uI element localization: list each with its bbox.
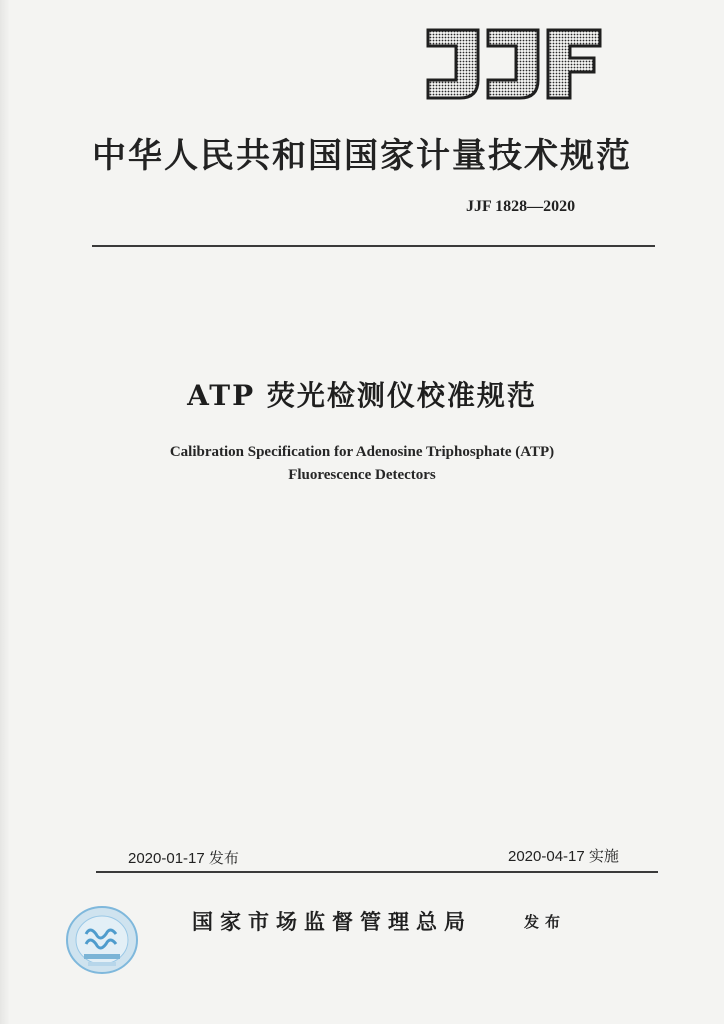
publish-label: 发布	[524, 913, 567, 931]
publisher-name: 国家市场监督管理总局	[192, 909, 472, 934]
document-title: ATP 荧光检测仪校准规范	[187, 379, 537, 412]
jjf-logo	[420, 24, 606, 106]
english-title-line2: Fluorescence Detectors	[288, 467, 436, 483]
certification-seal-icon	[64, 904, 140, 976]
top-divider	[92, 245, 655, 247]
implementation-date: 2020-04-17 实施	[508, 848, 619, 865]
standard-code: JJF 1828—2020	[466, 198, 576, 215]
series-title: 中华人民共和国国家计量技术规范	[92, 136, 632, 176]
english-title-line1: Calibration Specification for Adenosine Triphosphate (ATP)	[169, 444, 555, 460]
bottom-divider	[96, 871, 658, 873]
issue-date: 2020-01-17 发布	[128, 850, 239, 867]
